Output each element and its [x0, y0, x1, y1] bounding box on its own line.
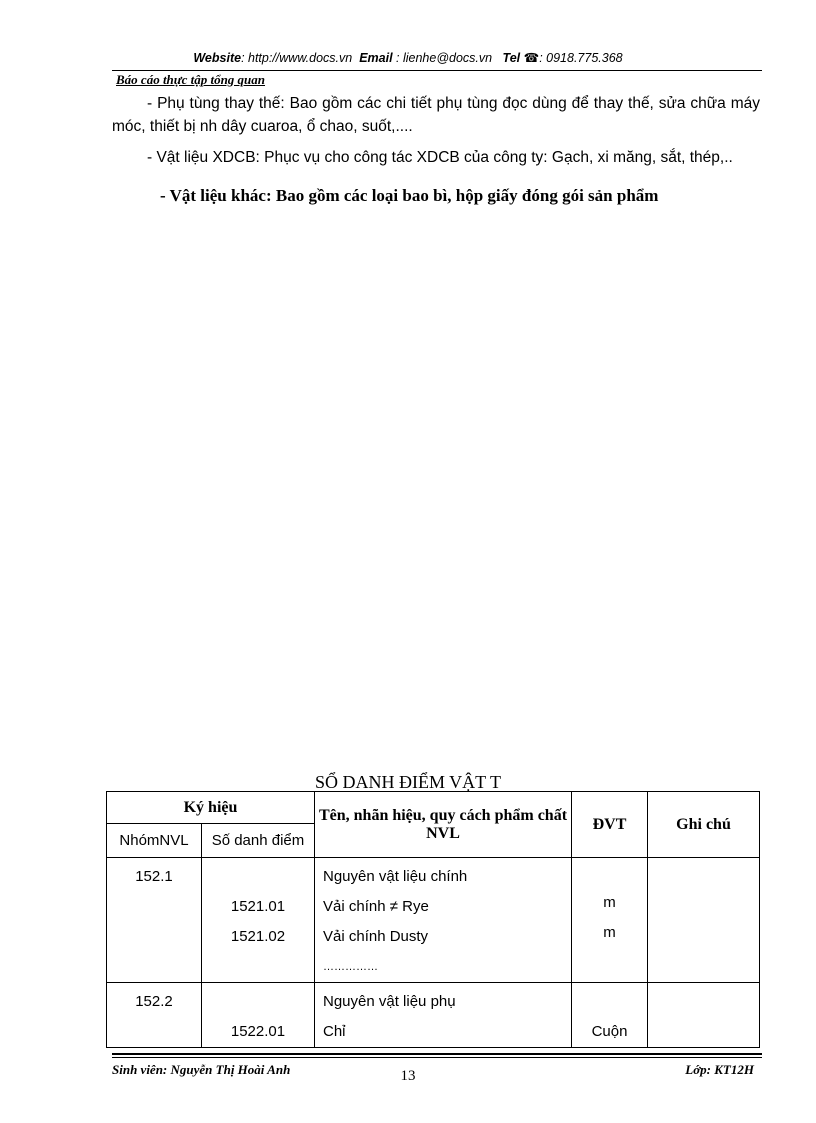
item-note — [648, 858, 760, 983]
paragraph-other-materials: - Vật liệu khác: Bao gồm các loại bao bì, hộp giấy đóng gói sản phẩm — [160, 186, 659, 205]
item-codes: 1522.01 — [202, 983, 315, 1048]
item-names: Nguyên vật liệu chính Vải chính ≠ Rye Vải chính Dusty …………… — [315, 858, 572, 983]
website-url[interactable]: : http://www.docs.vn — [241, 51, 353, 65]
site-header — [0, 50, 816, 65]
item-units: Cuộn — [572, 983, 648, 1048]
material-index-table — [106, 791, 760, 1048]
footer-rule-thick — [112, 1053, 762, 1055]
phone-icon: ☎ — [523, 51, 540, 65]
footer-rule-thin — [112, 1057, 762, 1058]
group-code: 152.2 — [107, 983, 202, 1048]
group-code: 152.1 — [107, 858, 202, 983]
table-title: SỔ DANH ĐIỂM VẬT T — [314, 772, 501, 792]
header-so-danh-diem: Số danh điểm — [202, 824, 315, 858]
item-names: Nguyên vật liệu phụ Chỉ — [315, 983, 572, 1048]
table-row — [107, 983, 760, 1048]
page-number: 13 — [400, 1068, 416, 1084]
paragraph-spare-parts — [112, 92, 760, 138]
footer-student: Sinh viên: Nguyễn Thị Hoài Anh — [112, 1062, 291, 1077]
para2-text: - Vật liệu XDCB: Phục vụ cho công tác XDCB của công ty: Gạch, xi măng, sắt, thép,.. — [147, 149, 733, 166]
header-ky-hieu: Ký hiệu — [107, 792, 315, 824]
item-units: m m — [572, 858, 648, 983]
paragraph-construction-materials — [112, 146, 760, 169]
website-label: Website — [193, 51, 242, 65]
header-ten: Tên, nhãn hiệu, quy cách phẩm chất NVL — [315, 792, 572, 858]
email-label: Email — [359, 51, 393, 65]
table-row — [107, 858, 760, 983]
header-ghi-chu: Ghi chú — [648, 792, 760, 858]
email-value[interactable]: : lienhe@docs.vn — [392, 51, 493, 65]
report-title: Báo cáo thực tập tổng quan — [116, 72, 266, 87]
para1-text: - Phụ tùng thay thế: Bao gồm các chi tiết phụ tùng đọc dùng để thay thế, sửa chữa máy móc, thiết bị nh dây cuaroa, ổ chao, suốt,.... — [112, 95, 760, 135]
item-codes: 1521.01 1521.02 — [202, 858, 315, 983]
tel-label: Tel — [502, 51, 521, 65]
header-rule — [112, 70, 762, 71]
footer-class: Lớp: KT12H — [685, 1062, 754, 1077]
tel-value: : 0918.775.368 — [539, 51, 623, 65]
item-note — [648, 983, 760, 1048]
header-dvt: ĐVT — [572, 792, 648, 858]
header-nhom: NhómNVL — [107, 824, 202, 858]
